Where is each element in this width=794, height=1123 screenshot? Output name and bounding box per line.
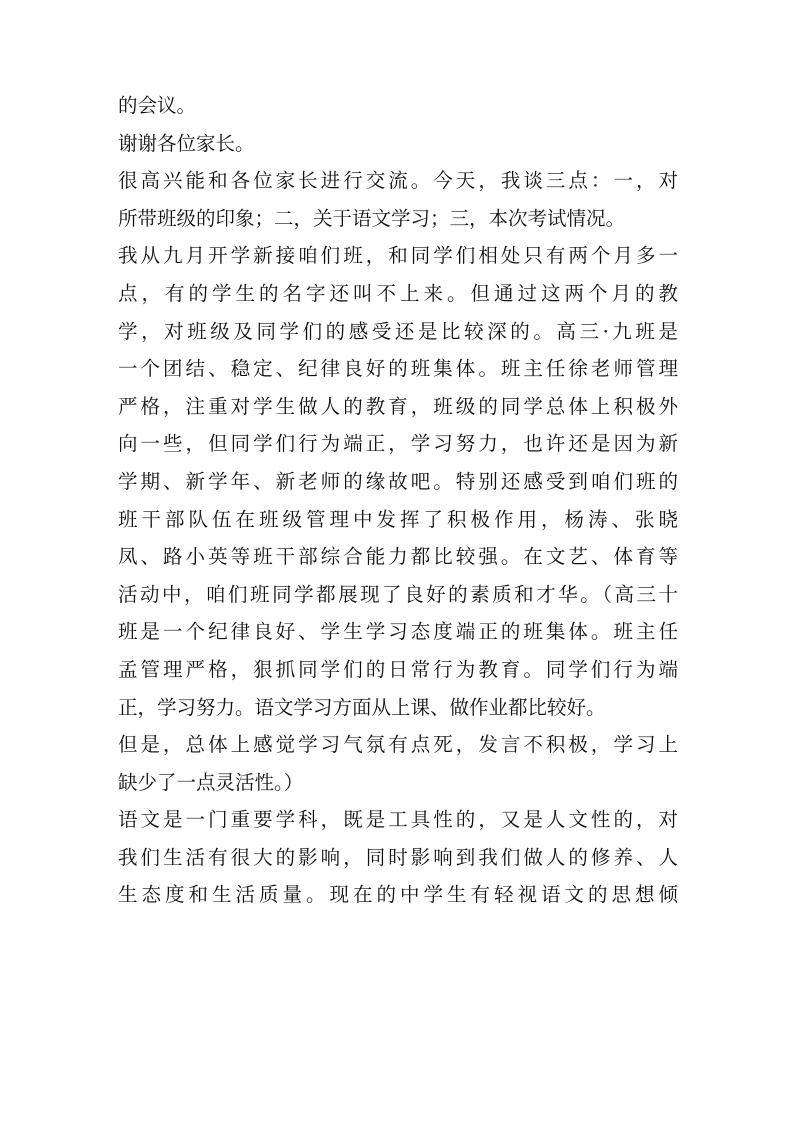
text-line-16: 孟管理严格，狠抓同学们的日常行为教育。同学们行为端	[118, 657, 678, 681]
text-line-13: 凤、路小英等班干部综合能力都比较强。在文艺、体育等	[118, 545, 678, 569]
text-line-5: 我从九月开学新接咱们班，和同学们相处只有两个月多一	[118, 244, 678, 268]
text-line-9: 严格，注重对学生做人的教育，班级的同学总体上积极外	[118, 394, 678, 418]
text-line-18: 但是，总体上感觉学习气氛有点死，发言不积极，学习上	[118, 733, 678, 757]
text-line-20: 语文是一门重要学科，既是工具性的，又是人文性的，对	[118, 808, 678, 832]
text-line-8: 一个团结、稳定、纪律良好的班集体。班主任徐老师管理	[118, 357, 678, 381]
document-body	[118, 87, 678, 914]
text-line-17: 正，学习努力。语文学习方面从上课、做作业都比较好。	[118, 695, 606, 719]
text-line-7: 学，对班级及同学们的感受还是比较深的。高三·九班是	[118, 319, 678, 343]
text-line-21: 我们生活有很大的影响，同时影响到我们做人的修养、人	[118, 845, 678, 869]
text-line-11: 学期、新学年、新老师的缘故吧。特别还感受到咱们班的	[118, 469, 678, 493]
text-line-22: 生态度和生活质量。现在的中学生有轻视语文的思想倾	[118, 883, 678, 907]
text-line-10: 向一些，但同学们行为端正，学习努力，也许还是因为新	[118, 432, 678, 456]
text-line-2: 谢谢各位家长。	[118, 131, 255, 155]
text-line-14: 活动中，咱们班同学都展现了良好的素质和才华。（高三十	[118, 582, 678, 606]
text-line-12: 班干部队伍在班级管理中发挥了积极作用，杨涛、张晓	[118, 507, 678, 531]
text-line-15: 班是一个纪律良好、学生学习态度端正的班集体。班主任	[118, 620, 678, 644]
text-line-4: 所带班级的印象；二，关于语文学习；三，本次考试情况。	[118, 206, 626, 230]
text-line-19: 缺少了一点灵活性。）	[118, 770, 304, 794]
text-line-1: 的会议。	[118, 94, 197, 117]
text-line-6: 点，有的学生的名字还叫不上来。但通过这两个月的教	[118, 281, 678, 305]
text-line-3: 很高兴能和各位家长进行交流。今天，我谈三点：一，对	[118, 169, 678, 193]
